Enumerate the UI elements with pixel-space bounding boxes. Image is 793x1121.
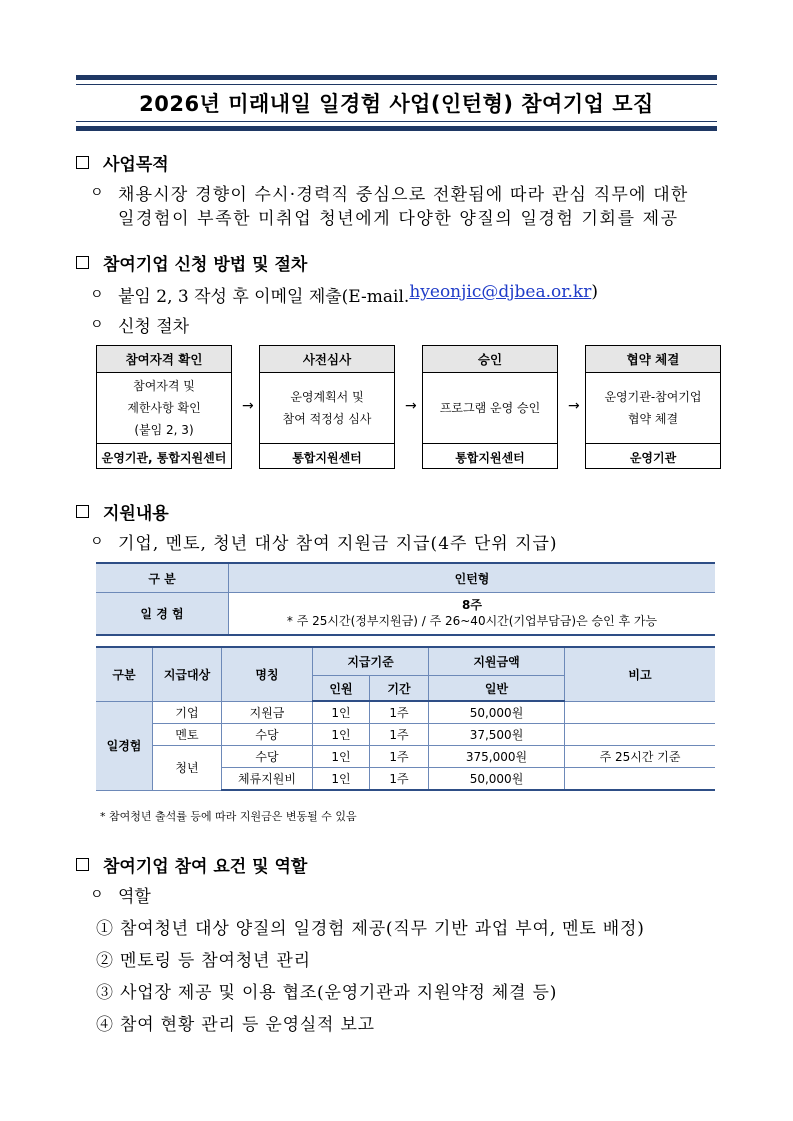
circle-bullet-icon: ㅇ [90, 317, 104, 333]
program-table: 구 분 인턴형 일 경 험 8주 * 주 25시간(정부지원금) / 주 26~40시간(기업부담금)은 승인 후 가능 [96, 562, 715, 636]
flow-step-agreement: 협약 체결 운영기관-참여기업 협약 체결 운영기관 [585, 345, 721, 469]
square-bullet-icon [76, 256, 89, 269]
table-row: 체류지원비 1인 1주 50,000원 [96, 768, 715, 791]
purpose-bullet: ㅇ 채용시장 경향이 수시·경력직 중심으로 전환됨에 따라 관심 직무에 대한 [90, 180, 688, 205]
table-row: 멘토 수당 1인 1주 37,500원 [96, 724, 715, 746]
square-bullet-icon [76, 156, 89, 169]
right-arrow-icon: → [568, 398, 580, 414]
square-bullet-icon [76, 505, 89, 518]
support-bullet: ㅇ 기업, 멘토, 청년 대상 참여 지원금 지급(4주 단위 지급) [90, 529, 558, 554]
apply-bullet-email: ㅇ 붙임 2, 3 작성 후 이메일 제출(E-mail. hyeonjic@djbea.or.kr ) [90, 282, 598, 307]
square-bullet-icon [76, 858, 89, 871]
section-purpose-heading: 사업목적 [76, 150, 169, 175]
circle-bullet-icon: ㅇ [90, 534, 104, 550]
table-row: 일경험 기업 지원금 1인 1주 50,000원 [96, 701, 715, 724]
role-item-4: ④ 참여 현황 관리 등 운영실적 보고 [96, 1015, 375, 1035]
flow-step-eligibility: 참여자격 확인 참여자격 및 제한사항 확인 (붙임 2, 3) 운영기관, 통합지원센터 [96, 345, 232, 469]
circle-bullet-icon: ㅇ [90, 287, 104, 303]
page-title: 2026년 미래내일 일경험 사업(인턴형) 참여기업 모집 [76, 84, 717, 122]
section-role-heading: 참여기업 참여 요건 및 역할 [76, 852, 307, 877]
role-bullet: ㅇ 역할 [90, 882, 151, 907]
table-row: 청년 수당 1인 1주 375,000원 주 25시간 기준 [96, 746, 715, 768]
payment-table: 구분 지급대상 명칭 지급기준 지원금액 비고 인원 기간 일반 일경험 기업 지원금 1인 1주 50,000원 멘토 수당 1인 1주 37,500원 청년 수당 1인 1주 375,000원 주 25시간 기준 체류지원비 1인 1주 50,000원 [96, 646, 715, 791]
role-item-3: ③ 사업장 제공 및 이용 협조(운영기관과 지원약정 체결 등) [96, 983, 558, 1003]
flow-step-review: 사전심사 운영계획서 및 참여 적정성 심사 통합지원센터 [259, 345, 395, 469]
right-arrow-icon: → [405, 398, 417, 414]
support-footnote: * 참여청년 출석률 등에 따라 지원금은 변동될 수 있음 [100, 810, 357, 823]
section-support-heading: 지원내용 [76, 499, 169, 524]
circle-bullet-icon: ㅇ [90, 887, 104, 903]
section-apply-heading: 참여기업 신청 방법 및 절차 [76, 250, 307, 275]
flow-step-approval: 승인 프로그램 운영 승인 통합지원센터 [422, 345, 558, 469]
circle-bullet-icon: ㅇ [90, 185, 104, 201]
title-banner [76, 75, 717, 131]
role-item-1: ① 참여청년 대상 양질의 일경험 제공(직무 기반 과업 부여, 멘토 배정) [96, 919, 645, 939]
right-arrow-icon: → [242, 398, 254, 414]
apply-bullet-procedure: ㅇ 신청 절차 [90, 312, 189, 337]
purpose-line2: 일경험이 부족한 미취업 청년에게 다양한 양질의 일경험 기회를 제공 [118, 209, 679, 229]
role-item-2: ② 멘토링 등 참여청년 관리 [96, 951, 311, 971]
email-link[interactable]: hyeonjic@djbea.or.kr [409, 282, 592, 302]
